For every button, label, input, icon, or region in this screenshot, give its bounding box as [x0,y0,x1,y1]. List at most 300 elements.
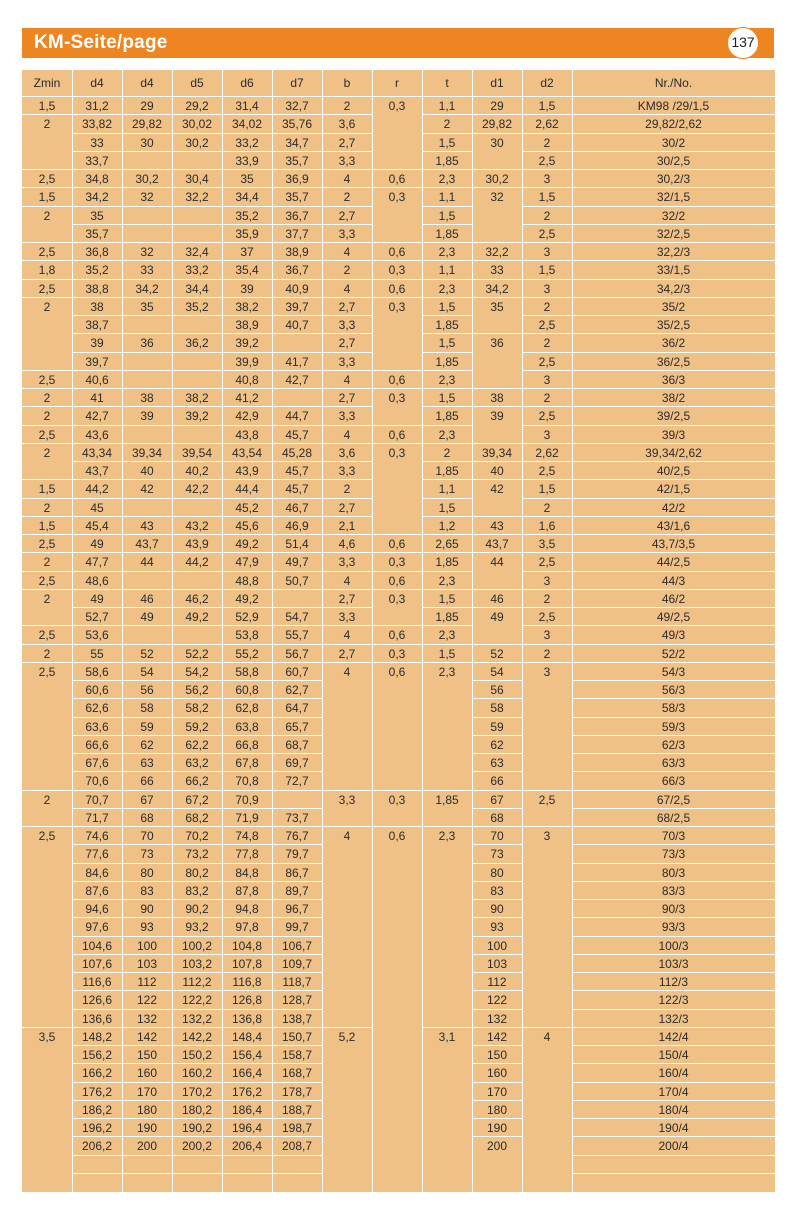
table-cell: 2 [43,208,51,223]
column-header: d6 [240,76,254,90]
dimension-table [22,70,775,1192]
table-cell: 166,4 [231,1066,263,1081]
table-cell: 99,7 [285,920,309,935]
table-cell: 90/3 [661,902,686,916]
table-cell: 1,5 [438,208,456,223]
table-cell: 3 [543,628,551,643]
table-cell: 73,2 [185,847,209,862]
row-divider [272,1173,322,1174]
table-cell: 94,8 [235,902,259,916]
table-cell: 2,5 [38,573,56,588]
table-cell: 3,3 [338,153,356,168]
table-cell: 4 [343,372,351,387]
table-cell: 39,34/2,62 [645,445,702,460]
row-divider [172,1173,222,1174]
table-cell: 2,5 [38,281,56,296]
table-cell: 52,7 [85,610,109,624]
table-cell: 31,4 [235,99,259,113]
table-cell: 2,7 [338,208,356,223]
table-cell: 79,7 [285,847,309,862]
table-cell: 1,5 [38,482,56,497]
table-cell: 2,5 [538,792,556,807]
table-cell: 0,6 [388,372,406,387]
table-cell: 2,7 [338,336,356,351]
table-cell: 158,7 [281,1048,313,1062]
table-cell: 36,7 [285,208,309,223]
table-cell: 41 [90,391,104,405]
table-cell: 2 [43,117,51,132]
column-header: d1 [490,76,504,90]
table-cell: 32,2/3 [656,245,691,259]
table-cell: 37 [240,245,254,259]
table-cell: 148,2 [81,1029,113,1044]
table-cell: 0,3 [388,99,406,113]
table-cell: 132 [136,1011,158,1026]
table-cell: 44,2 [85,482,109,497]
table-cell: 2,3 [438,427,456,442]
table-cell: 35,2 [85,263,109,278]
table-cell: 49,2 [235,537,259,551]
table-cell: 1,6 [538,518,556,533]
table-cell: 103 [136,956,158,971]
table-cell: 2,65 [435,537,459,551]
table-cell: 156,4 [231,1048,263,1062]
table-cell: 60,7 [285,664,309,679]
table-cell: 2,5 [38,628,56,643]
table-cell: 132/3 [658,1011,689,1026]
table-cell: 62,6 [85,701,109,716]
column-header: d2 [540,76,554,90]
table-cell: 52 [140,646,154,661]
table-cell: 30,4 [185,172,209,186]
table-cell: 96,7 [285,902,309,916]
table-cell: 42,7 [285,372,309,387]
column-header: b [343,76,351,90]
table-cell: 190 [136,1121,158,1135]
table-cell: 112/3 [658,975,689,989]
table-cell: 170/4 [658,1084,689,1099]
table-cell: 51,4 [285,537,309,551]
table-cell: 2 [43,792,51,807]
table-cell: 142/4 [658,1029,689,1044]
table-cell: 34,02 [231,117,263,132]
page-number-badge: 137 [727,27,759,59]
row-divider [122,370,172,371]
table-cell: 60,6 [85,683,109,697]
table-cell: 35,9 [235,226,259,241]
table-cell: 3,6 [338,445,356,460]
table-cell: 103/3 [658,956,689,971]
table-cell: 29 [140,99,154,113]
table-cell: 50,7 [285,573,309,588]
table-cell: 122/3 [658,993,689,1008]
table-cell: 0,6 [388,628,406,643]
table-cell: 62,7 [285,683,309,697]
table-cell: 35/2 [661,299,686,314]
table-cell: 200,2 [181,1139,213,1154]
table-cell: 46 [140,591,154,606]
table-cell: 49/3 [661,628,686,643]
table-cell: 35 [140,299,154,314]
table-cell: 38 [140,391,154,405]
table-cell: 59 [140,719,154,734]
column-header: d7 [290,76,304,90]
table-cell: 53,8 [235,628,259,643]
table-cell: 2 [43,445,51,460]
table-cell: 180 [136,1102,158,1117]
table-cell: KM98 /29/1,5 [637,99,710,113]
table-cell: 69,7 [285,756,309,770]
table-cell: 56,2 [185,683,209,697]
table-cell: 100,2 [181,938,213,953]
table-cell: 94,6 [85,902,109,916]
table-cell: 77,8 [235,847,259,862]
row-divider [172,224,222,225]
table-cell: 49,2 [235,591,259,606]
table-cell: 3,1 [438,1029,456,1044]
table-cell: 104,6 [81,938,113,953]
table-cell: 32 [490,190,504,205]
table-cell: 58,2 [185,701,209,716]
table-cell: 190/4 [658,1121,689,1135]
table-cell: 2,5 [538,354,556,369]
table-cell: 34,2 [135,281,159,296]
table-cell: 150,2 [181,1048,213,1062]
table-cell: 138,7 [281,1011,313,1026]
table-cell: 32,7 [285,99,309,113]
table-cell: 34,2 [485,281,509,296]
table-cell: 30 [490,135,504,150]
table-cell: 206,2 [81,1139,113,1154]
table-cell: 59/3 [661,719,686,734]
table-cell: 32 [140,190,154,205]
table-cell: 35 [490,299,504,314]
table-cell: 150,7 [281,1029,313,1044]
table-cell: 150 [486,1048,508,1062]
table-cell: 43,8 [235,427,259,442]
table-cell: 67,8 [235,756,259,770]
table-cell: 4 [343,664,351,679]
table-cell: 0,6 [388,172,406,186]
table-cell: 35,2 [235,208,259,223]
table-cell: 43,9 [235,464,259,478]
table-cell: 1,5 [438,299,456,314]
table-cell: 38,9 [235,318,259,332]
table-cell: 36,9 [285,172,309,186]
table-cell: 63,8 [235,719,259,734]
table-cell: 77,6 [85,847,109,862]
table-cell: 2,5 [538,226,556,241]
table-cell: 3,3 [338,318,356,332]
table-cell: 2,7 [338,299,356,314]
table-cell: 3 [543,245,551,259]
table-cell: 36/2 [661,336,686,351]
table-cell: 2,7 [338,135,356,150]
table-cell: 65,7 [285,719,309,734]
table-cell: 1,5 [538,190,556,205]
table-cell: 29,82 [481,117,513,132]
table-cell: 168,7 [281,1066,313,1081]
table-cell: 2,7 [338,646,356,661]
table-cell: 42 [140,482,154,497]
table-cell: 47,9 [235,555,259,570]
table-cell: 42,9 [235,409,259,424]
table-cell: 132 [486,1011,508,1026]
table-cell: 208,7 [281,1139,313,1154]
table-cell: 42/1,5 [656,482,691,497]
table-cell: 36 [490,336,504,351]
table-cell: 1,1 [438,263,456,278]
table-cell: 39 [490,409,504,424]
table-cell: 128,7 [281,993,313,1008]
table-cell: 1,85 [435,153,459,168]
table-cell: 45,7 [285,464,309,478]
table-cell: 90,2 [185,902,209,916]
table-cell: 3 [543,427,551,442]
table-cell: 2,5 [538,610,556,624]
table-cell: 43,34 [81,445,113,460]
table-cell: 60,8 [235,683,259,697]
table-cell: 148,4 [231,1029,263,1044]
table-cell: 80,2 [185,865,209,880]
table-cell: 190,2 [181,1121,213,1135]
table-cell: 46,9 [285,518,309,533]
table-cell: 42,2 [185,482,209,497]
table-cell: 63 [490,756,504,770]
column-header: t [445,76,449,90]
table-cell: 103,2 [181,956,213,971]
table-cell: 72,7 [285,774,309,789]
table-cell: 34,4 [185,281,209,296]
table-cell: 45,2 [235,500,259,515]
table-cell: 49 [90,591,104,606]
table-cell: 32/2 [661,208,686,223]
table-cell: 1,85 [435,555,459,570]
table-cell: 2,3 [438,628,456,643]
table-cell: 170 [486,1084,508,1099]
table-cell: 83 [140,883,154,898]
table-cell: 33,7 [85,153,109,168]
table-cell: 74,8 [235,829,259,843]
table-cell: 30/2,5 [656,153,691,168]
column-header: d4 [90,76,104,90]
table-cell: 2 [43,591,51,606]
table-cell: 39,54 [181,445,213,460]
table-cell: 39,2 [235,336,259,351]
table-cell: 48,8 [235,573,259,588]
table-cell: 38,7 [85,318,109,332]
table-cell: 36/3 [661,372,686,387]
table-cell: 1,85 [435,610,459,624]
table-cell: 39,7 [285,299,309,314]
table-cell: 166,2 [81,1066,113,1081]
table-cell: 100/3 [658,938,689,953]
table-cell: 1,85 [435,792,459,807]
table-cell: 2,5 [38,829,56,843]
table-cell: 160,2 [181,1066,213,1081]
table-cell: 160/4 [658,1066,689,1081]
table-cell: 31,2 [85,99,109,113]
table-cell: 3 [543,372,551,387]
table-cell: 58,6 [85,664,109,679]
table-cell: 52,9 [235,610,259,624]
table-cell: 2 [343,263,351,278]
table-cell: 93 [140,920,154,935]
table-cell: 36 [140,336,154,351]
table-cell: 2 [543,208,551,223]
table-cell: 40 [140,464,154,478]
table-cell: 38 [490,391,504,405]
table-cell: 38 [90,299,104,314]
table-cell: 33 [140,263,154,278]
table-cell: 3 [543,573,551,588]
table-cell: 2,62 [535,445,559,460]
table-cell: 170 [136,1084,158,1099]
table-cell: 2,5 [38,537,56,551]
table-cell: 180 [486,1102,508,1117]
table-cell: 34,4 [235,190,259,205]
table-cell: 43,6 [85,427,109,442]
table-cell: 116,8 [232,975,262,989]
table-cell: 39 [140,409,154,424]
table-cell: 2,5 [538,555,556,570]
table-cell: 73 [490,847,504,862]
table-cell: 83,2 [185,883,209,898]
table-cell: 49 [490,610,504,624]
table-cell: 35,2 [185,299,209,314]
table-cell: 40,7 [285,318,309,332]
table-cell: 40/2,5 [656,464,691,478]
table-cell: 36/2,5 [656,354,691,369]
table-cell: 150 [136,1048,158,1062]
table-cell: 103 [486,956,508,971]
table-cell: 2,5 [38,664,56,679]
table-cell: 106,7 [281,938,313,953]
table-cell: 32,2 [185,190,209,205]
table-cell: 54/3 [661,664,686,679]
table-cell: 73,7 [285,810,309,825]
table-cell: 68,7 [285,737,309,752]
table-cell: 1,5 [438,500,456,515]
table-cell: 30 [140,135,154,150]
table-cell: 122,2 [181,993,213,1008]
table-cell: 49/2,5 [656,610,691,624]
table-cell: 3,6 [338,117,356,132]
table-cell: 132,2 [181,1011,213,1026]
table-cell: 126,8 [231,993,263,1008]
table-cell: 76,7 [285,829,309,843]
table-cell: 97,6 [85,920,109,935]
table-cell: 49 [140,610,154,624]
table-cell: 54 [490,664,504,679]
table-cell: 160 [136,1066,158,1081]
table-cell: 5,2 [338,1029,356,1044]
table-cell: 0,3 [388,555,406,570]
table-cell: 39,7 [85,354,109,369]
table-cell: 90 [140,902,154,916]
table-cell: 66,8 [235,737,259,752]
table-cell: 2 [543,135,551,150]
table-cell: 2 [543,646,551,661]
table-cell: 1,5 [438,646,456,661]
table-cell: 2,5 [38,245,56,259]
table-cell: 0,3 [388,646,406,661]
table-cell: 136,8 [231,1011,263,1026]
table-cell: 97,8 [235,920,259,935]
table-cell: 30/2 [661,135,686,150]
table-cell: 4 [343,628,351,643]
table-cell: 40,9 [285,281,309,296]
table-cell: 70,7 [85,792,109,807]
table-cell: 2,3 [438,281,456,296]
table-cell: 2,5 [38,372,56,387]
table-cell: 0,3 [388,591,406,606]
table-cell: 30,2 [135,172,159,186]
table-cell: 3 [543,281,551,296]
table-cell: 38,2 [235,299,259,314]
table-cell: 45,6 [235,518,259,533]
table-cell: 37,7 [285,226,309,241]
table-cell: 2 [443,117,451,132]
row-divider [572,1173,775,1174]
table-cell: 34,8 [85,172,109,186]
table-cell: 112,2 [182,975,212,989]
table-cell: 0,6 [388,245,406,259]
table-cell: 30,2 [185,135,209,150]
table-cell: 4 [343,172,351,186]
table-cell: 30,2 [485,172,509,186]
table-cell: 2 [443,445,451,460]
row-divider [122,224,172,225]
table-cell: 3,5 [538,537,556,551]
table-cell: 68 [140,810,154,825]
table-cell: 29,82 [131,117,163,132]
table-cell: 33,2 [185,263,209,278]
table-cell: 3,3 [338,226,356,241]
table-cell: 180,2 [181,1102,213,1117]
table-cell: 0,6 [388,281,406,296]
table-cell: 43 [140,518,154,533]
table-cell: 73 [140,847,154,862]
table-cell: 44,2 [185,555,209,570]
table-cell: 107,6 [81,956,113,971]
table-cell: 36,7 [285,263,309,278]
table-cell: 39,9 [235,354,259,369]
table-cell: 80 [140,865,154,880]
table-cell: 2 [343,99,351,113]
table-cell: 39,34 [481,445,513,460]
table-cell: 63 [140,756,154,770]
table-cell: 2,5 [538,464,556,478]
table-cell: 68 [490,810,504,825]
table-cell: 49,2 [185,610,209,624]
table-cell: 44 [490,555,504,570]
table-cell: 2 [43,409,51,424]
table-cell: 4,6 [338,537,356,551]
table-cell: 142 [136,1029,158,1044]
table-cell: 1,5 [538,263,556,278]
table-cell: 2 [543,500,551,515]
table-cell: 80/3 [661,865,686,880]
table-cell: 70,6 [85,774,109,789]
table-cell: 35,7 [285,190,309,205]
table-cell: 53,6 [85,628,109,643]
table-cell: 54,2 [185,664,209,679]
table-cell: 62/3 [661,737,686,752]
table-cell: 4 [343,829,351,843]
table-cell: 170,2 [181,1084,213,1099]
table-cell: 35,7 [85,226,109,241]
